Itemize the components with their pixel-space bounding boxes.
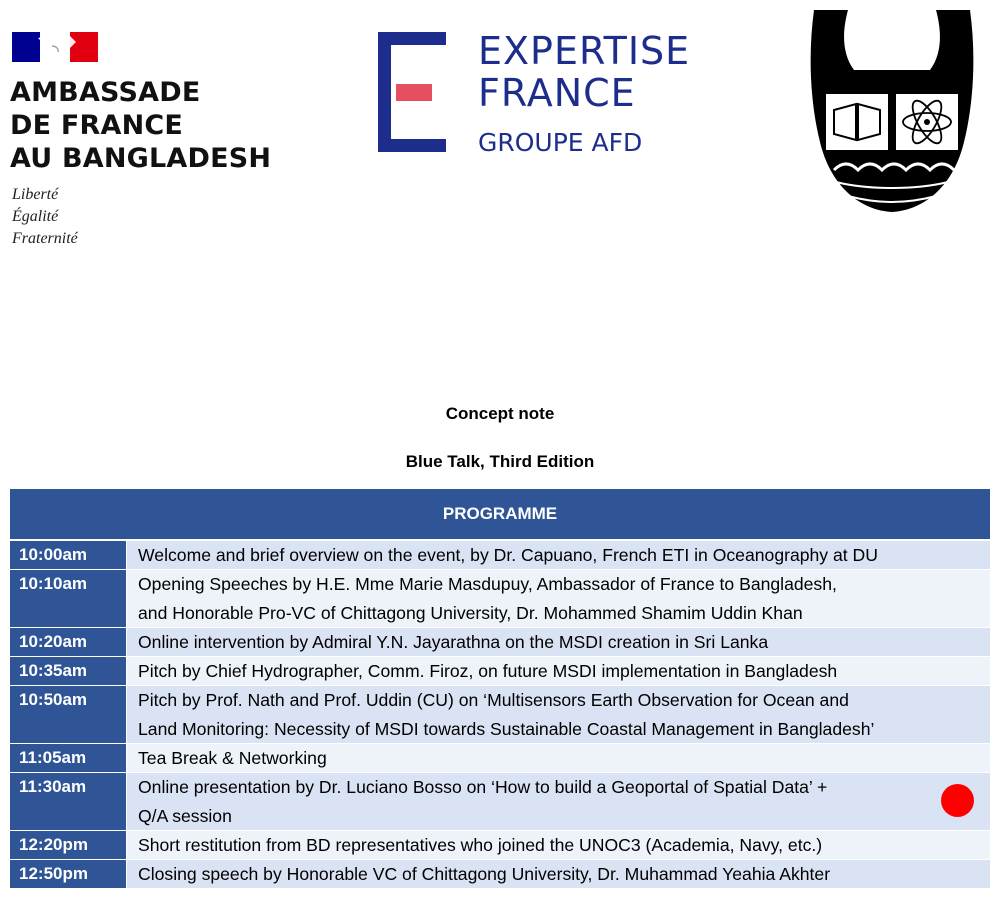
programme-table bbox=[10, 489, 990, 889]
programme-description-line: Closing speech by Honorable VC of Chittagong University, Dr. Muhammad Yeahia Akhter bbox=[138, 864, 831, 884]
programme-description bbox=[127, 860, 990, 888]
concept-note-title: Concept note bbox=[445, 404, 555, 423]
embassy-name bbox=[10, 76, 271, 175]
programme-time: 12:50pm bbox=[10, 860, 126, 888]
programme-description bbox=[127, 570, 990, 627]
embassy-name-line: DE FRANCE bbox=[10, 110, 184, 141]
embassy-motto bbox=[12, 184, 78, 250]
motto-line: Liberté bbox=[12, 186, 59, 203]
groupe-afd-line: GROUPE AFD bbox=[478, 128, 643, 157]
expertise-france-mark-icon bbox=[378, 32, 448, 152]
programme-description-line: Q/A session bbox=[138, 806, 232, 826]
programme-description bbox=[127, 831, 990, 859]
programme-time: 11:30am bbox=[10, 773, 126, 830]
programme-time: 11:05am bbox=[10, 744, 126, 772]
programme-description bbox=[127, 628, 990, 656]
embassy-logo bbox=[10, 32, 310, 252]
france-line: FRANCE bbox=[478, 71, 636, 115]
programme-description-line: Short restitution from BD representatives who joined the UNOC3 (Academia, Navy, etc.) bbox=[138, 835, 823, 855]
motto-line: Égalité bbox=[12, 208, 59, 225]
programme-heading: PROGRAMME bbox=[10, 489, 990, 539]
programme-time: 10:00am bbox=[10, 541, 126, 569]
programme-description-line: Land Monitoring: Necessity of MSDI towards Sustainable Coastal Management in Bangladesh’ bbox=[138, 719, 875, 739]
expertise-france-wordmark bbox=[478, 30, 690, 158]
programme-time: 10:35am bbox=[10, 657, 126, 685]
university-emblem-icon bbox=[808, 6, 976, 216]
programme-description-line: Online presentation by Dr. Luciano Bosso on ‘How to build a Geoportal of Spatial Data’ + bbox=[138, 777, 828, 797]
programme-description-line: Welcome and brief overview on the event, by Dr. Capuano, French ETI in Oceanography at DU bbox=[138, 545, 878, 565]
embassy-name-line: AMBASSADE bbox=[10, 77, 201, 108]
programme-description-line: and Honorable Pro-VC of Chittagong University, Dr. Mohammed Shamim Uddin Khan bbox=[138, 603, 803, 623]
programme-description-line: Pitch by Chief Hydrographer, Comm. Firoz, on future MSDI implementation in Bangladesh bbox=[138, 661, 838, 681]
red-marker-dot bbox=[941, 784, 974, 817]
programme-time: 10:50am bbox=[10, 686, 126, 743]
marianne-flag-icon bbox=[12, 32, 98, 62]
event-subtitle: Blue Talk, Third Edition bbox=[405, 452, 595, 471]
motto-line: Fraternité bbox=[12, 230, 78, 247]
programme-description-line: Opening Speeches by H.E. Mme Marie Masdupuy, Ambassador of France to Bangladesh, bbox=[138, 574, 837, 594]
programme-description bbox=[127, 773, 990, 830]
programme-description-line: Tea Break & Networking bbox=[138, 748, 327, 768]
expertise-france-logo bbox=[378, 29, 708, 157]
programme-description bbox=[127, 744, 990, 772]
programme-description bbox=[127, 686, 990, 743]
programme-time: 10:10am bbox=[10, 570, 126, 627]
expertise-line: EXPERTISE bbox=[478, 29, 691, 73]
programme-description-line: Pitch by Prof. Nath and Prof. Uddin (CU) on ‘Multisensors Earth Observation for Ocean and bbox=[138, 690, 849, 710]
programme-description bbox=[127, 657, 990, 685]
programme-description-line: Online intervention by Admiral Y.N. Jayarathna on the MSDI creation in Sri Lanka bbox=[138, 632, 769, 652]
programme-time: 10:20am bbox=[10, 628, 126, 656]
embassy-name-line: AU BANGLADESH bbox=[10, 143, 272, 174]
programme-time: 12:20pm bbox=[10, 831, 126, 859]
programme-description bbox=[127, 541, 990, 569]
